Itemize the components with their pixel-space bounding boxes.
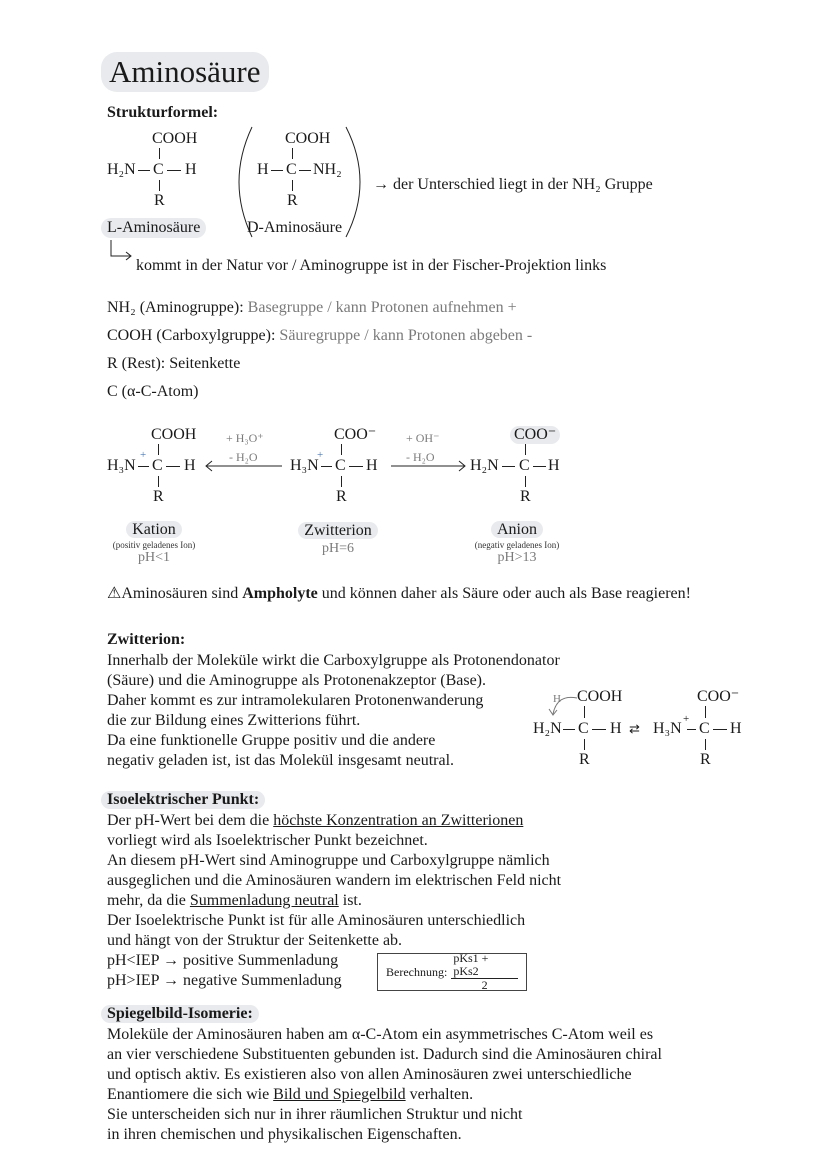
arrow-right-icon xyxy=(389,460,469,472)
kation-caption: Kation (positiv geladenes Ion) pH<1 xyxy=(112,521,196,565)
zwitterion-formula: COO⁻ H₃N + C H R xyxy=(290,426,378,505)
group-amino: NH₂ (Aminogruppe): Basegruppe / kann Protonen aufnehmen + xyxy=(107,299,517,316)
group-carboxyl: COOH (Carboxylgruppe): Säuregruppe / kann Protonen abgeben - xyxy=(107,327,533,344)
arrow-right-top-label: + OH⁻ xyxy=(406,431,440,445)
struktur-heading: Strukturformel: xyxy=(107,104,219,121)
group-alpha-c: C (α-C-Atom) xyxy=(107,383,199,400)
iep-calculation-box: Berechnung: $\frac{\text{pKs1 + pKs2}}{2}$ xyxy=(377,953,527,991)
iep-text: Der pH-Wert bei dem die höchste Konzentration an Zwitterionen vorliegt wird als Isoelektrischer Punkt bezeichnet. An diesem pH-Wert sind Aminogruppe und Carboxylgruppe nämlich ausgeglichen und die Aminosäuren wandern im elektrischen Feld nicht mehr, da die Summenladung neutral ist. Der Isoelektrische Punkt ist für alle Aminosäuren unterschiedlich und hängt von der Struktur der Seitenkette ab. pH<IEP → positive Summenladung pH>IEP → negative Summenladung xyxy=(107,812,562,989)
kation-formula: COOH H₃N + C H R xyxy=(107,426,197,505)
ampholyte-warning: ⚠Aminosäuren sind Ampholyte und können daher als Säure oder auch als Base reagieren! xyxy=(107,585,691,602)
arrow-left-icon xyxy=(204,460,284,472)
l-note: kommt in der Natur vor / Aminogruppe ist in der Fischer-Projektion links xyxy=(136,257,607,274)
d-aminosaeure-label: D-Aminosäure xyxy=(247,219,343,236)
l-aminosaeure-label: L-Aminosäure xyxy=(101,218,206,238)
zwitterion-heading: Zwitterion: xyxy=(107,631,186,648)
group-rest: R (Rest): Seitenkette xyxy=(107,355,241,372)
iep-heading: Isoelektrischer Punkt: xyxy=(101,791,265,809)
arrow-right-bottom-label: - H₂O xyxy=(406,450,435,464)
proton-transfer-arrow-icon xyxy=(547,692,577,718)
page-title: Aminosäure xyxy=(101,52,269,92)
iep-formula: $\frac{\text{pKs1 + pKs2}}{2}$ xyxy=(451,952,518,992)
spiegel-heading: Spiegelbild-Isomerie: xyxy=(101,1005,259,1023)
anion-caption: Anion (negativ geladenes Ion) pH>13 xyxy=(474,521,560,565)
bent-arrow-icon xyxy=(110,240,134,262)
zwitterion-diagram: H COOH H₂N C H R ⇄ COO⁻ H₃N + C H R xyxy=(533,688,742,768)
arrow-left-top-label: + H₃O⁺ xyxy=(226,431,264,445)
warning-triangle-icon: ⚠ xyxy=(107,585,122,602)
l-aminosaeure-formula: COOH H₂N C H R xyxy=(107,130,198,209)
zwitterion-text: Innerhalb der Moleküle wirkt die Carboxylgruppe als Protonendonator (Säure) und die Aminogruppe als Protonenakzeptor (Base). Daher kommt es zur intramolekularen Protonenwanderung die zur Bildung eines Zwitterions führt. Da eine funktionelle Gruppe positiv und die andere negativ geladen ist, ist das Molekül insgesamt neutral. xyxy=(107,652,560,769)
anion-formula: COO⁻ H₂N C H R xyxy=(470,426,560,505)
d-aminosaeure-formula: COOH H C NH₂ R xyxy=(257,130,342,209)
spiegel-text: Moleküle der Aminosäuren haben am α-C-Atom ein asymmetrisches C-Atom weil es an vier verschiedene Substituenten gebunden ist. Dadurch sind die Aminosäuren chiral und optisch aktiv. Es existieren also von allen Aminosäuren zwei unterschiedliche Enantiomere die sich wie Bild und Spiegelbild verhalten. Sie unterscheiden sich nur in ihrer räumlichen Struktur und nicht in ihren chemischen und physikalischen Eigenschaften. xyxy=(107,1026,662,1143)
equilibrium-arrows-icon: ⇄ xyxy=(629,721,640,736)
zwitterion-caption: Zwitterion pH=6 xyxy=(290,521,386,557)
difference-note: → der Unterschied liegt in der NH₂ Gruppe xyxy=(373,176,653,193)
arrow-left-bottom-label: - H₂O xyxy=(229,450,258,464)
